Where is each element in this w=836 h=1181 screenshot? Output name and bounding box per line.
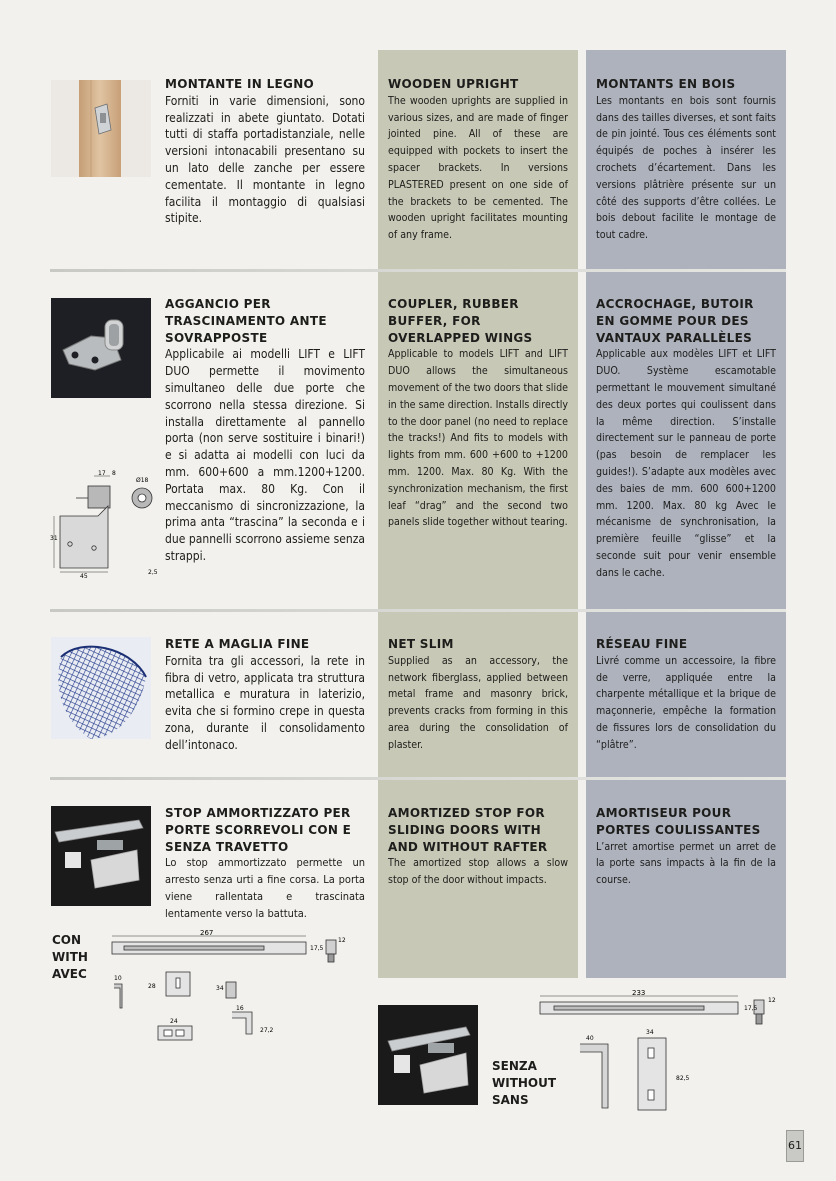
section-divider — [50, 777, 786, 780]
section-divider — [50, 269, 786, 272]
section-1-it-body: Forniti in varie dimensioni, sono realizzati in abete giuntato. Dotati tutti di staffa portadistanziale, nelle versioni intonacabili presentano su un lato delle zanche per essere cementate. Il montante in legno facilita il montaggio di qualsiasi stipite. — [165, 93, 365, 226]
dim-17: 17 — [98, 470, 106, 477]
section-3-en-title: NET SLIM — [388, 637, 454, 651]
section-1-english — [388, 76, 568, 244]
dim-45: 45 — [80, 573, 88, 578]
section-2-it-title: AGGANCIO PER TRASCINAMENTO ANTE SOVRAPPOSTE — [165, 297, 327, 345]
dim-10: 10 — [114, 975, 122, 982]
section-3-en-body: Supplied as an accessory, the network fiberglass, applied between metal frame and masonry brick, prevents cracks from forming in this area during the consolidation of plaster. — [388, 654, 568, 751]
stop-without-rafter-drawing — [530, 988, 790, 1118]
section-2-fr-title: ACCROCHAGE, BUTOIR EN GOMME POUR DES VANTAUX PARALLÈLES — [596, 297, 754, 345]
dim-34: 34 — [216, 985, 224, 992]
fiberglass-net-photo — [51, 637, 151, 739]
damper-stop-without-photo — [378, 1005, 478, 1105]
section-2-en-body: Applicable to models LIFT and LIFT DUO allows the simultaneous movement of the two doors that slide in the same direction. Installs directly to the door panel (no need to replace the tracks!) And fits to models with lights from mm. 600 +600 to +1200 mm. 1200. Max. 80 Kg. With the synchronization mechanism, the first leaf “drag” and the second two panels slide together without tearing. — [388, 348, 569, 529]
section-1-en-title: WOODEN UPRIGHT — [388, 77, 519, 91]
dim-40: 40 — [586, 1035, 594, 1042]
section-4-italian — [165, 805, 365, 923]
section-4-en-body: The amortized stop allows a slow stop of the door without impacts. — [388, 857, 568, 887]
dim-27-2: 27,2 — [260, 1027, 274, 1034]
section-1-it-title: MONTANTE IN LEGNO — [165, 77, 315, 91]
section-2-it-body: Applicabile ai modelli LIFT e LIFT DUO permette il movimento simultaneo delle due porte che scorrono nella stessa direzione. Si installa direttamente al pannello porta (non serve sostituire i binari!) e si adatta ai modelli con luci da mm. 600+600 a mm.1200+1200. Portata max. 80 Kg. Con il meccanismo di sincronizzazione, la prima anta “trascina” la seconda e i due pannelli scorrono assieme senza strappi. — [165, 347, 365, 563]
with-rafter-label: CON WITH AVEC — [52, 933, 88, 981]
section-4-english — [388, 805, 568, 889]
section-4-fr-title: AMORTISEUR POUR PORTES COULISSANTES — [596, 806, 761, 837]
section-1-fr-title: MONTANTS EN BOIS — [596, 77, 736, 91]
dim-12: 12 — [338, 937, 346, 944]
dim-267: 267 — [200, 929, 214, 937]
coupler-technical-drawing — [50, 468, 170, 578]
without-rafter-label: SENZA WITHOUT SANS — [492, 1059, 557, 1107]
section-4-it-title: STOP AMMORTIZZATO PER PORTE SCORREVOLI CON E SENZA TRAVETTO — [165, 806, 352, 854]
dim-17-5: 17,5 — [310, 945, 324, 952]
dim-34-b: 34 — [646, 1029, 654, 1036]
dim-2-5: 2,5 — [148, 569, 158, 576]
section-4-fr-body: L’arret amortise permet un arret de la porte sans impacts à la fin de la course. — [596, 840, 776, 887]
dim-233: 233 — [632, 989, 646, 997]
section-divider — [50, 609, 786, 612]
section-2-en-title: COUPLER, RUBBER BUFFER, FOR OVERLAPPED WINGS — [388, 297, 533, 345]
section-4-it-body: Lo stop ammortizzato permette un arresto senza urti a fine corsa. La porta viene rallentata e trascinata lentamente verso la battuta. — [165, 856, 365, 920]
dim-24: 24 — [170, 1018, 178, 1025]
section-3-italian — [165, 636, 365, 754]
stop-with-rafter-drawing — [100, 928, 350, 1048]
section-1-french — [596, 76, 776, 244]
dim-16: 16 — [236, 1005, 244, 1012]
section-3-it-body: Fornita tra gli accessori, la rete in fibra di vetro, applicata tra struttura metallica e muratura in laterizio, evita che si formino crepe in questa zona, durante il consolidamento dell’intonaco. — [165, 653, 365, 752]
coupler-photo — [51, 298, 151, 398]
dim-diameter-18: Ø18 — [136, 477, 149, 484]
section-2-fr-body: Applicable aux modèles LIFT et LIFT DUO. Système escamotable permettant le mouvement simultané des deux portes qui coulissent dans la même direction. S’installe directement sur le panneau de porte (pas besoin de remplacer les guides!). S’adapte aux modèles avec des baies de mm. 600 600+1200 mm. 1200. Max. 80 kg Avec le mécanisme de synchronisation, la première feuille “glisse” et la seconde suit pour venir ensemble dans le cache. — [596, 348, 776, 579]
section-2-italian — [165, 296, 365, 565]
section-1-fr-body: Les montants en bois sont fournis dans des tailles diverses, et sont faits de pin jointé. Tous ces éléments sont équipés de poches à insérer les crochets d’écartement. Dans les versions plâtrière présente sur un côté des supports d’être collées. Le bois debout facilite le montage de tout cadre. — [596, 94, 776, 242]
section-3-fr-body: Livré comme un accessoire, la fibre de verre, appliquée entre la charpente métallique et la brique de maçonnerie, empêche la formation de fissures lors de consolidation du “plâtre”. — [596, 654, 776, 751]
dim-82-5: 82,5 — [676, 1075, 690, 1082]
wooden-upright-photo — [51, 80, 151, 177]
section-1-italian — [165, 76, 365, 227]
section-4-en-title: AMORTIZED STOP FOR SLIDING DOORS WITH AND WITHOUT RAFTER — [388, 806, 548, 854]
page-number: 61 — [786, 1130, 804, 1162]
dim-31: 31 — [50, 535, 58, 542]
section-3-it-title: RETE A MAGLIA FINE — [165, 637, 310, 651]
section-2-english — [388, 296, 568, 531]
section-3-fr-title: RÉSEAU FINE — [596, 637, 688, 651]
damper-stop-photo — [51, 806, 151, 906]
section-4-french — [596, 805, 776, 889]
dim-17-5-b: 17,5 — [744, 1005, 758, 1012]
section-3-english — [388, 636, 568, 754]
section-1-en-body: The wooden uprights are supplied in various sizes, and are made of finger jointed pine. All of these are equipped with pockets to insert the spacer brackets. In versions PLASTERED present on one side of the brackets to be cemented. The wooden upright facilitates mounting of any frame. — [388, 94, 568, 242]
dim-12-b: 12 — [768, 997, 776, 1004]
section-2-french — [596, 296, 776, 582]
dim-28: 28 — [148, 983, 156, 990]
dim-8: 8 — [112, 470, 116, 477]
section-3-french — [596, 636, 776, 754]
